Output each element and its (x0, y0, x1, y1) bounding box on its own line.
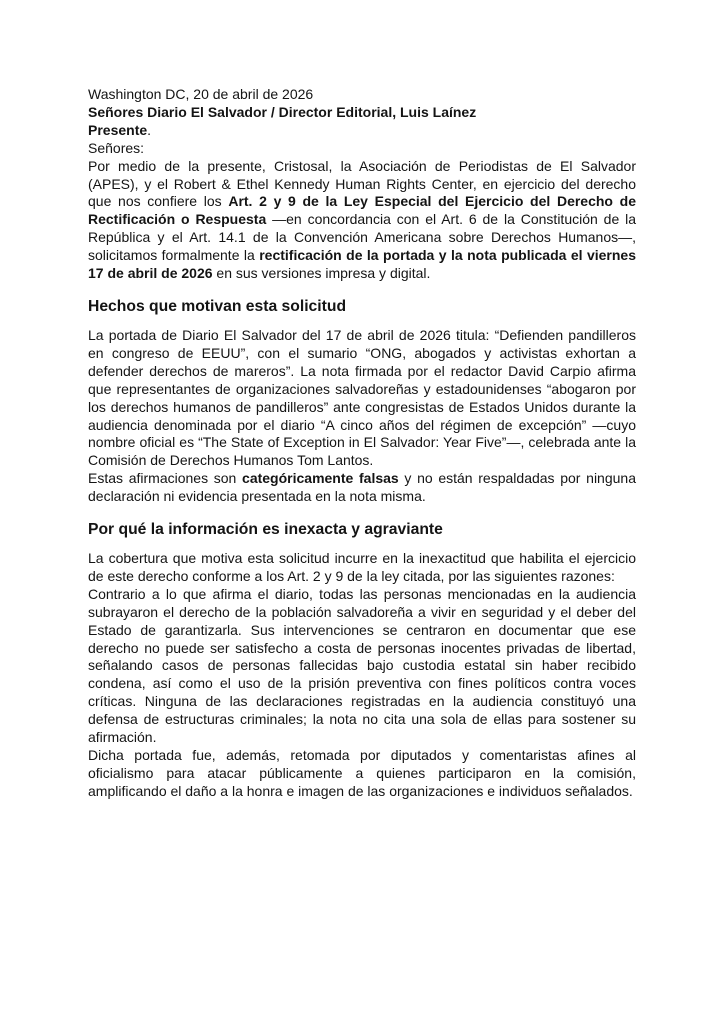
text-run: y no están respaldadas por ninguna declaración ni evidencia presentada en la nota misma. (88, 470, 636, 505)
text-run: . (147, 121, 152, 138)
date-line: Washington DC, 20 de abril de 2026 (88, 86, 314, 102)
bold-text-run: Presente (88, 121, 148, 138)
text-run: en sus versiones impresa y digital. (212, 265, 431, 282)
text-run: Estas afirmaciones son (88, 470, 243, 487)
section-heading-inexacta: Por qué la información es inexacta y agraviante (88, 521, 443, 539)
text-run: Por medio de la presente, Cristosal, la Asociación de Periodistas de El Salvador (APES), y el Robert & Ethel Kennedy Human Rights Center, en ejercicio del derecho que nos confiere los (88, 157, 636, 210)
bold-text-run: rectificación de la portada y la nota publicada el viernes 17 de abril de 2026 (88, 247, 636, 282)
paragraph-contrario: Contrario a lo que afirma el diario, todas las personas mencionadas en la audiencia subrayaron el derecho de la población salvadoreña a vivir en seguridad y el deber del Estado de garantizarla. Sus intervenciones se centraron en documentar que ese derecho no puede ser satisfecho a costa de personas inocentes privadas de libertad, señalando casos de personas fallecidas bajo custodia estatal sin haber recibido condena, así como el uso de la prisión preventiva con fines políticos contra voces críticas. Ninguna de las declaraciones registradas en la audiencia constituyó una defensa de estructuras criminales; la nota no cita una sola de ellas para sostener su afirmación. (88, 585, 636, 746)
paragraph-dicha-portada: Dicha portada fue, además, retomada por diputados y comentaristas afines al oficialismo para atacar públicamente a quienes participaron en la comisión, amplificando el daño a la honra e imagen de las organizaciones e individuos señalados. (88, 747, 636, 799)
paragraph-afirmaciones (88, 470, 636, 506)
text-run: —en concordancia con el Art. 6 de la Constitución de la República y el Art. 14.1 de la Convención Americana sobre Derechos Humanos—, solicitamos formalmente la (88, 211, 637, 264)
salutation: Señores: (88, 139, 145, 156)
presente-line (88, 122, 636, 140)
paragraph-intro (88, 158, 636, 283)
section-heading-hechos: Hechos que motivan esta solicitud (88, 297, 347, 315)
paragraph-cobertura: La cobertura que motiva esta solicitud incurre en la inexactitud que habilita el ejercicio de este derecho conforme a los Art. 2 y 9 de la ley citada, por las siguientes razones: (88, 550, 636, 584)
bold-text-run: categóricamente falsas (242, 470, 399, 487)
paragraph-portada: La portada de Diario El Salvador del 17 de abril de 2026 titula: “Defienden pandilleros en congreso de EEUU”, con el sumario “ONG, abogados y activistas exhortan a defender derechos de mareros”. La nota firmada por el redactor David Carpio afirma que representantes de organizaciones salvadoreñas y estadounidenses “abogaron por los derechos humanos de pandilleros” ante congresistas de Estados Unidos durante la audiencia denominada por el diario “A cinco años del régimen de excepción” —cuyo nombre oficial es “The State of Exception in El Salvador: Year Five”—, celebrada ante la Comisión de Derechos Humanos Tom Lantos. (88, 326, 636, 469)
recipient-line: Señores Diario El Salvador / Director Editorial, Luis Laínez (88, 103, 477, 120)
bold-text-run: Art. 2 y 9 de la Ley Especial del Ejercicio del Derecho de Rectificación o Respuesta (88, 193, 636, 228)
